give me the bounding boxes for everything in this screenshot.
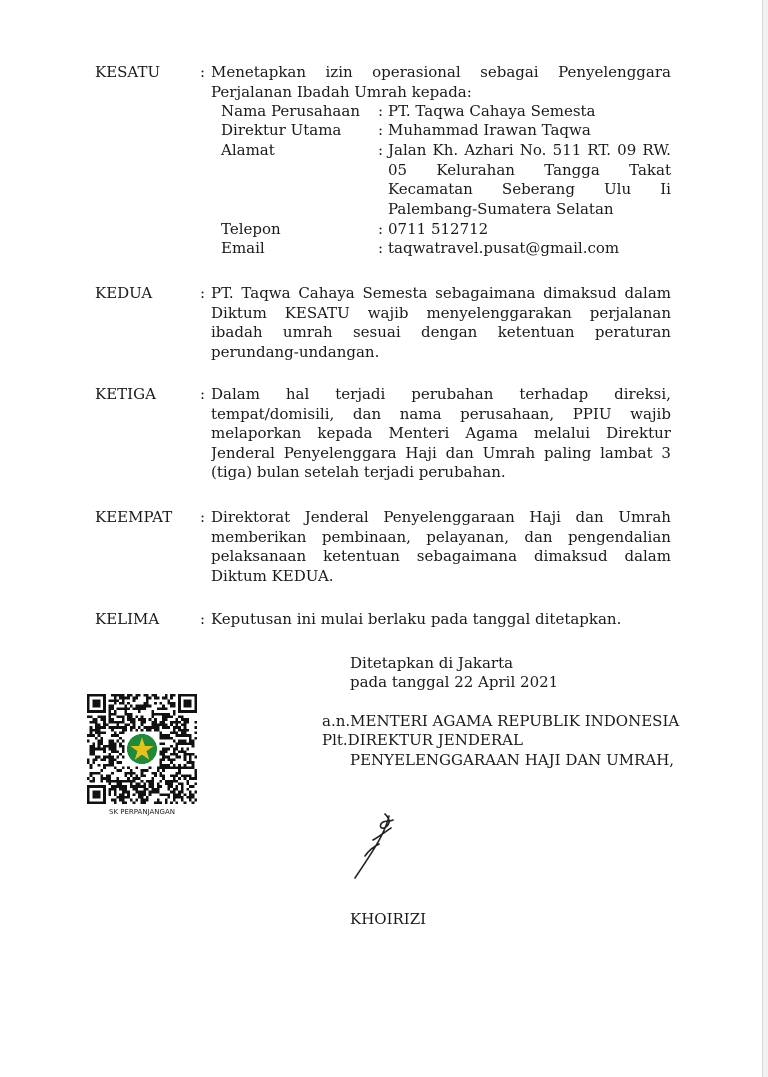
kedua-body	[211, 284, 671, 362]
text-line	[211, 567, 671, 587]
text-line	[211, 323, 671, 343]
word: perundang-undangan.	[211, 342, 380, 361]
word: ketentuan	[323, 547, 400, 565]
word: hal	[285, 385, 310, 403]
detail-value	[388, 102, 671, 122]
kesatu-label: KESATU	[95, 63, 161, 81]
word: sebagaimana	[416, 547, 518, 565]
text-line	[211, 63, 671, 83]
detail-value	[388, 121, 671, 141]
word: Jalan	[388, 141, 427, 159]
word: melaporkan	[211, 424, 302, 442]
text-line	[211, 508, 671, 528]
word: Umrah	[482, 443, 536, 462]
detail-key: Email	[221, 239, 265, 257]
text-line	[211, 343, 671, 363]
word: Direktur	[606, 424, 671, 442]
word: Diktum	[211, 303, 267, 322]
text-line	[211, 83, 671, 103]
word: lambat	[600, 443, 653, 462]
word: 511	[552, 141, 582, 159]
detail-colon: :	[378, 121, 384, 139]
word: kepada	[317, 424, 373, 442]
word: Kh.	[432, 141, 459, 159]
detail-colon: :	[378, 220, 384, 238]
word: Haji	[529, 508, 561, 526]
signatory-name: KHOIRIZI	[350, 910, 427, 928]
word: operasional	[372, 63, 461, 81]
kesatu-body	[211, 63, 671, 102]
text-line	[388, 220, 671, 240]
text-line	[211, 284, 671, 304]
keempat-label: KEEMPAT	[95, 508, 173, 526]
text-line	[211, 424, 671, 444]
word: Direktorat	[211, 508, 291, 526]
word: Seberang	[501, 180, 575, 198]
word: izin	[325, 63, 353, 81]
word: Muhammad Irawan Taqwa	[388, 121, 591, 139]
word: taqwatravel.pusat@gmail.com	[388, 239, 620, 257]
text-line	[211, 444, 671, 464]
ketiga-colon: :	[200, 385, 206, 403]
office-name: PENYELENGGARAAN HAJI DAN UMRAH,	[350, 751, 675, 769]
word: ibadah	[211, 323, 263, 341]
word: dan	[575, 508, 604, 526]
word: Haji	[405, 443, 437, 462]
text-line	[211, 547, 671, 567]
word: Dalam	[211, 385, 260, 403]
detail-colon: :	[378, 239, 384, 257]
kelima-body	[211, 610, 671, 630]
detail-key: Direktur Utama	[221, 121, 342, 139]
word: dalam	[624, 547, 671, 565]
word: sebagai	[480, 63, 539, 81]
word: Taqwa	[241, 284, 291, 302]
word: RT.	[587, 141, 612, 159]
detail-colon: :	[378, 141, 384, 159]
word: KESATU	[284, 303, 350, 322]
word: peraturan	[594, 323, 671, 341]
word: Azhari	[464, 141, 514, 159]
word: No.	[519, 141, 547, 159]
text-line	[388, 180, 671, 200]
word: nama	[399, 404, 442, 423]
word: 0711 512712	[388, 220, 489, 238]
word: wajib	[630, 404, 671, 423]
word: wajib	[367, 303, 409, 322]
word: dalam	[624, 284, 671, 302]
kedua-label: KEDUA	[95, 284, 153, 302]
word: RW.	[642, 141, 671, 159]
text-line	[211, 405, 671, 425]
detail-key: Telepon	[221, 220, 281, 238]
word: ketentuan	[497, 323, 575, 341]
text-line	[388, 239, 671, 259]
word: 05	[388, 160, 408, 179]
on-behalf-of: a.n.MENTERI AGAMA REPUBLIK INDONESIA	[322, 712, 680, 730]
place-established: Ditetapkan di Jakarta	[350, 654, 514, 672]
word: Diktum KEDUA.	[211, 566, 334, 585]
word: Menetapkan	[211, 63, 307, 81]
word: Cahaya	[298, 284, 355, 302]
kelima-label: KELIMA	[95, 610, 160, 628]
date-established: pada tanggal 22 April 2021	[350, 673, 559, 691]
text-line	[211, 463, 671, 483]
detail-value	[388, 220, 671, 240]
word: paling	[543, 443, 592, 462]
text-line	[388, 161, 671, 181]
word: pelaksanaan	[211, 547, 307, 565]
kelima-colon: :	[200, 610, 206, 628]
word: Agama	[465, 424, 518, 442]
word: Semesta	[362, 284, 428, 302]
keempat-colon: :	[200, 508, 206, 526]
word: Tangga	[544, 160, 600, 179]
word: Kecamatan	[388, 180, 473, 198]
word: PT.	[211, 284, 234, 302]
word: Jenderal	[211, 443, 275, 462]
text-line	[211, 385, 671, 405]
word: dan	[445, 443, 474, 462]
word: perubahan	[411, 385, 494, 403]
word: sesuai	[352, 323, 401, 341]
word: Penyelenggara	[558, 63, 671, 81]
word: pengendalian	[567, 527, 671, 546]
word: tempat/domisili,	[211, 404, 335, 423]
word: perjalanan	[589, 303, 671, 322]
word: direksi,	[614, 385, 671, 403]
qr-code	[87, 694, 197, 804]
word: terhadap	[519, 385, 589, 403]
word: terjadi	[335, 385, 386, 403]
word: Umrah	[618, 508, 671, 526]
text-line	[388, 102, 671, 122]
word: Takat	[629, 160, 671, 179]
acting-director: Plt.DIREKTUR JENDERAL	[322, 731, 523, 749]
text-line	[388, 141, 671, 161]
word: 09	[617, 141, 637, 159]
word: Keputusan ini mulai berlaku pada tanggal ditetapkan.	[211, 610, 622, 628]
word: menyelenggarakan	[426, 303, 572, 322]
ketiga-label: KETIGA	[95, 385, 156, 403]
word: Perjalanan Ibadah Umrah kepada:	[211, 82, 472, 101]
word: dengan	[421, 323, 478, 341]
word: Ulu	[604, 180, 632, 198]
detail-key: Alamat	[221, 141, 275, 159]
text-line	[211, 528, 671, 548]
text-line	[388, 121, 671, 141]
word: dan	[352, 404, 382, 423]
text-line	[211, 304, 671, 324]
word: pembinaan,	[321, 527, 411, 546]
word: Kelurahan	[436, 160, 515, 179]
word: PPIU	[572, 404, 612, 423]
word: dan	[524, 527, 553, 546]
detail-key: Nama Perusahaan	[221, 102, 360, 120]
signature-image	[345, 810, 405, 882]
word: Penyelenggaraan	[383, 508, 515, 526]
qr-caption: SK PERPANJANGAN	[109, 808, 175, 816]
word: memberikan	[211, 527, 307, 546]
word: umrah	[282, 323, 333, 341]
word: PT. Taqwa Cahaya Semesta	[388, 102, 596, 120]
word: Menteri	[388, 424, 450, 442]
word: sebagaimana	[435, 284, 536, 302]
word: Jenderal	[304, 508, 369, 526]
word: 3	[661, 443, 671, 462]
text-line	[211, 610, 671, 630]
word: dimaksud	[543, 284, 617, 302]
text-line	[388, 200, 671, 220]
word: Penyelenggara	[283, 443, 397, 462]
kesatu-colon: :	[200, 63, 206, 81]
ketiga-body	[211, 385, 671, 483]
word: perusahaan,	[460, 404, 555, 423]
word: dimaksud	[533, 547, 608, 565]
detail-value	[388, 141, 671, 219]
word: (tiga) bulan setelah terjadi perubahan.	[211, 463, 506, 481]
word: melalui	[533, 424, 591, 442]
detail-value	[388, 239, 671, 259]
word: Ii	[660, 180, 671, 198]
keempat-body	[211, 508, 671, 586]
detail-colon: :	[378, 102, 384, 120]
word: Palembang-Sumatera Selatan	[388, 199, 614, 218]
kedua-colon: :	[200, 284, 206, 302]
word: pelayanan,	[426, 527, 509, 546]
